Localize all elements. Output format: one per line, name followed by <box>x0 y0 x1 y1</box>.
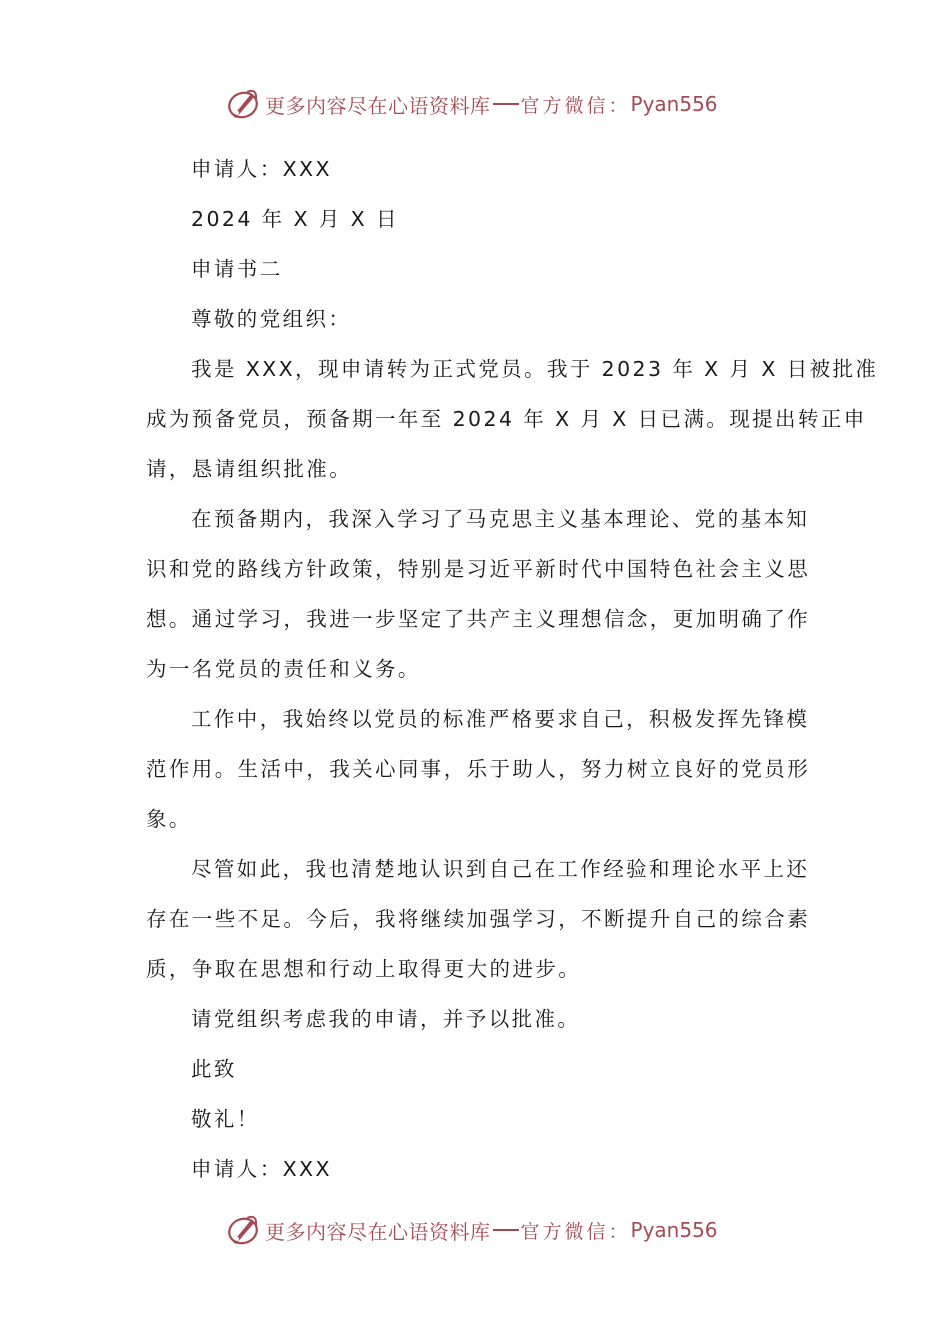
quill-pen-logo-icon <box>225 86 261 122</box>
paragraph-line: 想。通过学习，我进一步坚定了共产主义理想信念，更加明确了作 <box>146 607 811 631</box>
request-line: 请党组织考虑我的申请，并予以批准。 <box>191 1007 581 1031</box>
paragraph-line: 我是 XXX，现申请转为正式党员。我于 2023 年 X 月 X 日被批准 <box>191 357 879 381</box>
paragraph-line: 尽管如此，我也清楚地认识到自己在工作经验和理论水平上还 <box>191 857 810 881</box>
paragraph-line: 工作中，我始终以党员的标准严格要求自己，积极发挥先锋模 <box>191 707 810 731</box>
paragraph-4 <box>146 844 811 994</box>
paragraph-2 <box>146 494 811 694</box>
paragraph-line: 识和党的路线方针政策，特别是习近平新时代中国特色社会主义思 <box>146 557 811 581</box>
paragraph-line: 请，恳请组织批准。 <box>146 457 353 481</box>
paragraph-3 <box>146 694 811 844</box>
closing-line-1: 此致 <box>191 1057 237 1081</box>
watermark-id: Pyan556 <box>630 1218 718 1242</box>
watermark-text: 更多内容尽在心语资料库 <box>265 1219 491 1244</box>
watermark-suffix: 官方微信： <box>520 1220 631 1243</box>
closing-line-2: 敬礼！ <box>191 1107 260 1131</box>
paragraph-line: 成为预备党员，预备期一年至 2024 年 X 月 X 日已满。现提出转正申 <box>146 407 867 431</box>
applicant-line-top: 申请人：XXX <box>191 157 332 181</box>
paragraph-line: 为一名党员的责任和义务。 <box>146 657 421 681</box>
paragraph-line: 象。 <box>146 807 192 831</box>
watermark-id: Pyan556 <box>630 92 718 116</box>
document-body <box>146 144 879 1194</box>
paragraph-line: 质，争取在思想和行动上取得更大的进步。 <box>146 957 582 981</box>
watermark-text: 更多内容尽在心语资料库 <box>265 93 491 118</box>
paragraph-line: 存在一些不足。今后，我将继续加强学习，不断提升自己的综合素 <box>146 907 811 931</box>
quill-pen-logo-icon <box>225 1212 261 1248</box>
paragraph-line: 范作用。生活中，我关心同事，乐于助人，努力树立良好的党员形 <box>146 757 811 781</box>
salutation: 尊敬的党组织： <box>191 307 352 331</box>
watermark-dash <box>493 1229 519 1231</box>
paragraph-1 <box>146 344 879 494</box>
date-line: 2024 年 X 月 X 日 <box>191 207 399 231</box>
paragraph-line: 在预备期内，我深入学习了马克思主义基本理论、党的基本知 <box>191 507 810 531</box>
watermark-suffix: 官方微信： <box>520 94 631 117</box>
watermark-dash <box>493 103 519 105</box>
applicant-line-bottom: 申请人：XXX <box>191 1157 332 1181</box>
watermark-banner-bottom <box>225 1210 718 1250</box>
watermark-banner-top <box>225 84 718 124</box>
document-heading: 申请书二 <box>191 257 283 281</box>
